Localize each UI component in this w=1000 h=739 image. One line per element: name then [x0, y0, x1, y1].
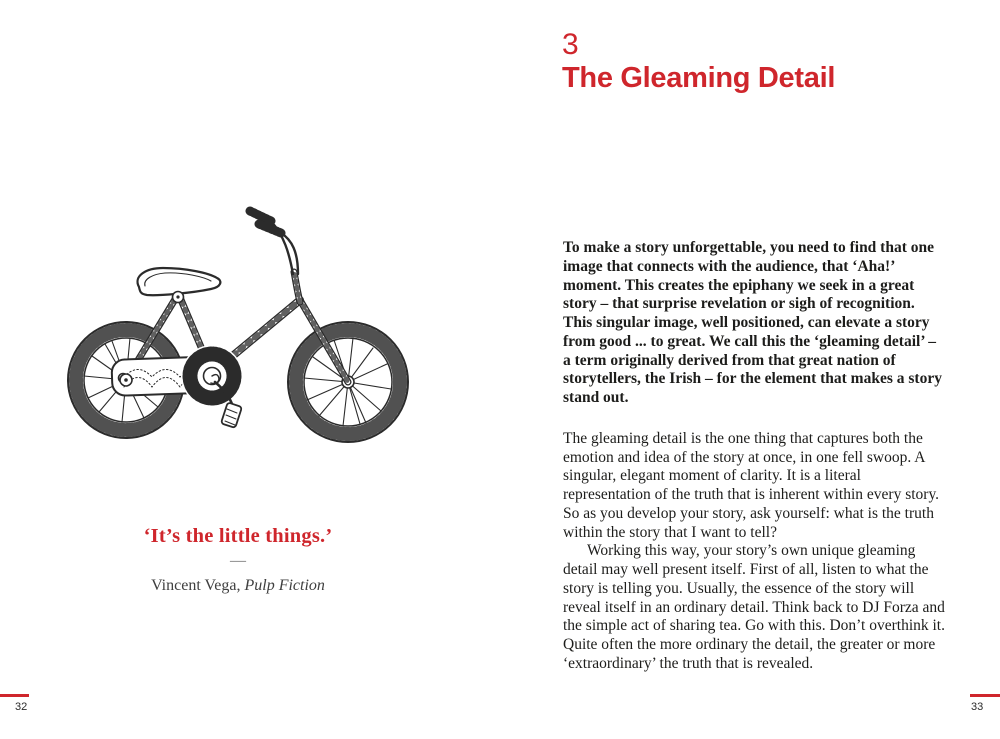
- chainring: [181, 345, 243, 428]
- attribution-speaker: Vincent Vega,: [151, 577, 245, 594]
- chapter-number: 3: [562, 28, 580, 61]
- paragraph-lead: To make a story unforgettable, you need to find that one image that connects with the audience, that ‘Aha!’ moment. This creates the epiphany we seek in a great story – that surprise revelation or sigh of recognition. This singular image, well positioned, can elevate a story from good ... to great. We call this the ‘gleaming detail’ – a term originally derived from that great nation of storytellers, the Irish – for the element that makes a story stand out.: [563, 239, 942, 406]
- handlebars: [250, 211, 298, 274]
- folio-accent-bar-right: [970, 694, 1000, 697]
- page-number-right: 33: [971, 701, 984, 713]
- body-copy: [563, 239, 945, 674]
- pull-quote-block: [60, 524, 416, 596]
- page-number-left: 32: [15, 701, 28, 713]
- bicycle-illustration: [60, 190, 450, 470]
- paragraph-2: The gleaming detail is the one thing that captures both the emotion and idea of the story at once, in one fell swoop. A singular, elegant moment of clarity. It is a literal representation of the truth that is inherent within every story. So as you develop your story, ask yourself: what is the truth within the story that I want to tell?: [563, 429, 940, 541]
- chapter-heading: [562, 28, 962, 95]
- attribution-work: Pulp Fiction: [244, 577, 325, 594]
- folio-accent-bar-left: [0, 694, 29, 697]
- pull-quote: ‘It’s the little things.’: [143, 525, 333, 547]
- chapter-title: The Gleaming Detail: [562, 62, 836, 94]
- saddle: [138, 268, 221, 303]
- quote-divider-dash: —: [230, 552, 246, 569]
- quote-attribution: [151, 576, 325, 596]
- bicycle-doodle-icon: [60, 190, 450, 470]
- head-tube: [294, 272, 300, 302]
- paragraph-3: Working this way, your story’s own unique gleaming detail may well present itself. First of all, listen to what the story is telling you. Usually, the essence of the story will reveal itself in an ordinary detail. Think back to DJ Forza and the simple act of sharing tea. Go with this. Don’t overthink it. Quite often the more ordinary the detail, the greater or more ‘extraordinary’ the truth that is revealed.: [563, 542, 945, 672]
